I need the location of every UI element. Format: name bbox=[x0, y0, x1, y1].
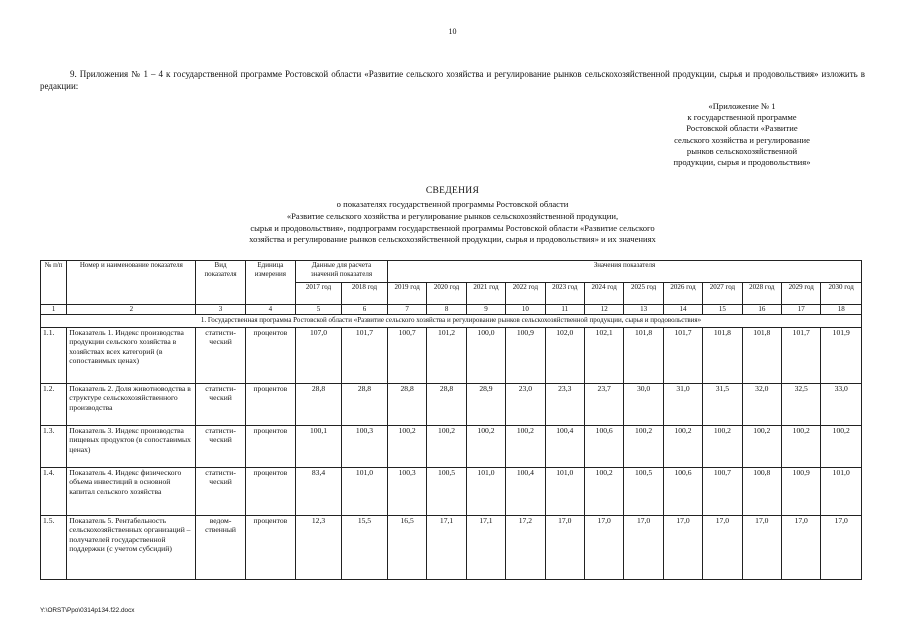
value-cell: 100,3 bbox=[387, 467, 426, 515]
table-row bbox=[41, 383, 862, 425]
year-header: 2021 год bbox=[466, 283, 505, 305]
subtitle-line: о показателях государственной программы Ростовской области bbox=[336, 199, 569, 209]
value-cell: 17,0 bbox=[663, 515, 702, 579]
indicator-name: Показатель 5. Рентабельность сельскохозяйственных организаций – получателей государственной поддержки (с учетом субсидий) bbox=[67, 515, 196, 579]
header-name: Номер и наименование показателя bbox=[67, 261, 196, 305]
value-cell: 101,9 bbox=[821, 327, 862, 383]
column-number: 14 bbox=[663, 305, 702, 315]
subtitle-line: «Развитие сельского хозяйства и регулирование рынков сельскохозяйственной продукции, bbox=[286, 210, 619, 221]
table-row bbox=[41, 425, 862, 467]
value-cell: 101,7 bbox=[782, 327, 821, 383]
value-cell: 28,8 bbox=[296, 383, 342, 425]
value-cell: 101,7 bbox=[341, 327, 387, 383]
appendix-line: Ростовской области «Развитие bbox=[686, 123, 798, 134]
indicators-table bbox=[40, 260, 862, 580]
value-cell: 101,2 bbox=[427, 327, 466, 383]
indicator-unit: процентов bbox=[245, 467, 295, 515]
value-cell: 101,0 bbox=[821, 467, 862, 515]
value-cell: 100,2 bbox=[742, 425, 781, 467]
indicator-name: Показатель 3. Индекс производства пищевых продуктов (в сопоставимых ценах) bbox=[67, 425, 196, 467]
column-number: 7 bbox=[387, 305, 426, 315]
value-cell: 17,0 bbox=[742, 515, 781, 579]
year-header: 2019 год bbox=[387, 283, 426, 305]
section-title: 1. Государственная программа Ростовской области «Развитие сельского хозяйства и регулирование рынков сельскохозяйственной продукции, сырья и продовольствия» bbox=[41, 315, 862, 327]
indicator-name: Показатель 1. Индекс производства продукции сельского хозяйства в хозяйствах всех категорий (в сопоставимых ценах) bbox=[67, 327, 196, 383]
value-cell: 102,0 bbox=[545, 327, 584, 383]
value-cell: 17,2 bbox=[506, 515, 545, 579]
appendix-line: продукции, сырья и продовольствия» bbox=[673, 157, 811, 168]
value-cell: 31,5 bbox=[703, 383, 742, 425]
year-header: 2018 год bbox=[341, 283, 387, 305]
value-cell: 101,0 bbox=[341, 467, 387, 515]
column-number: 10 bbox=[506, 305, 545, 315]
value-cell: 17,0 bbox=[584, 515, 623, 579]
value-cell: 17,0 bbox=[821, 515, 862, 579]
indicator-kind: статисти-ческий bbox=[196, 467, 245, 515]
value-cell: 83,4 bbox=[296, 467, 342, 515]
row-number: 1.5. bbox=[41, 515, 67, 579]
column-number: 18 bbox=[821, 305, 862, 315]
value-cell: 101,8 bbox=[703, 327, 742, 383]
subtitle-line: сырья и продовольствия», подпрограмм государственной программы Ростовской области «Развитие сельского bbox=[250, 222, 655, 233]
value-cell: 100,6 bbox=[584, 425, 623, 467]
row-number: 1.2. bbox=[41, 383, 67, 425]
appendix-line: «Приложение № 1 bbox=[708, 101, 776, 111]
value-cell: 16,5 bbox=[387, 515, 426, 579]
value-cell: 31,0 bbox=[663, 383, 702, 425]
page-number: 10 bbox=[448, 27, 457, 36]
value-cell: 23,3 bbox=[545, 383, 584, 425]
value-cell: 17,0 bbox=[703, 515, 742, 579]
column-number: 6 bbox=[341, 305, 387, 315]
table-row bbox=[41, 327, 862, 383]
year-header: 2022 год bbox=[506, 283, 545, 305]
value-cell: 17,0 bbox=[545, 515, 584, 579]
column-number: 12 bbox=[584, 305, 623, 315]
column-number: 9 bbox=[466, 305, 505, 315]
column-number: 2 bbox=[67, 305, 196, 315]
value-cell: 100,2 bbox=[466, 425, 505, 467]
value-cell: 100,4 bbox=[506, 467, 545, 515]
document-subtitle bbox=[140, 199, 765, 246]
column-number: 16 bbox=[742, 305, 781, 315]
row-number: 1.3. bbox=[41, 425, 67, 467]
row-number: 1.1. bbox=[41, 327, 67, 383]
column-number: 4 bbox=[245, 305, 295, 315]
table-row bbox=[41, 467, 862, 515]
value-cell: 100,2 bbox=[624, 425, 663, 467]
value-cell: 100,2 bbox=[387, 425, 426, 467]
header-kind: Вид показателя bbox=[196, 261, 245, 305]
value-cell: 100,2 bbox=[584, 467, 623, 515]
appendix-line: рынков сельскохозяйственной bbox=[686, 145, 798, 156]
value-cell: 100,1 bbox=[296, 425, 342, 467]
column-number: 17 bbox=[782, 305, 821, 315]
value-cell: 28,8 bbox=[341, 383, 387, 425]
value-cell: 100,2 bbox=[821, 425, 862, 467]
indicator-kind: ведом-ственный bbox=[196, 515, 245, 579]
value-cell: 101,0 bbox=[466, 467, 505, 515]
value-cell: 32,0 bbox=[742, 383, 781, 425]
column-number: 11 bbox=[545, 305, 584, 315]
value-cell: 100,5 bbox=[624, 467, 663, 515]
value-cell: 101,7 bbox=[663, 327, 702, 383]
value-cell: 28,8 bbox=[387, 383, 426, 425]
header-values: Значения показателя bbox=[387, 261, 861, 283]
value-cell: 15,5 bbox=[341, 515, 387, 579]
year-header: 2028 год bbox=[742, 283, 781, 305]
value-cell: 102,1 bbox=[584, 327, 623, 383]
appendix-caption bbox=[622, 101, 862, 168]
header-unit: Единица измерения bbox=[245, 261, 295, 305]
appendix-line: к государственной программе bbox=[687, 112, 797, 123]
indicator-kind: статисти-ческий bbox=[196, 425, 245, 467]
year-header: 2024 год bbox=[584, 283, 623, 305]
value-cell: 100,8 bbox=[742, 467, 781, 515]
indicator-kind: статисти-ческий bbox=[196, 383, 245, 425]
value-cell: 23,0 bbox=[506, 383, 545, 425]
value-cell: 101,0 bbox=[545, 467, 584, 515]
header-base: Данные для расчета значений показателя bbox=[296, 261, 388, 283]
column-number: 15 bbox=[703, 305, 742, 315]
year-header: 2023 год bbox=[545, 283, 584, 305]
value-cell: 28,9 bbox=[466, 383, 505, 425]
column-number: 1 bbox=[41, 305, 67, 315]
year-header: 2029 год bbox=[782, 283, 821, 305]
value-cell: 17,1 bbox=[427, 515, 466, 579]
table-row bbox=[41, 515, 862, 579]
indicator-name: Показатель 4. Индекс физического объема инвестиций в основной капитал сельского хозяйства bbox=[67, 467, 196, 515]
value-cell: 107,0 bbox=[296, 327, 342, 383]
value-cell: 33,0 bbox=[821, 383, 862, 425]
value-cell: 100,9 bbox=[782, 467, 821, 515]
value-cell: 100,7 bbox=[387, 327, 426, 383]
indicator-unit: процентов bbox=[245, 383, 295, 425]
year-header: 2017 год bbox=[296, 283, 342, 305]
value-cell: 100,0 bbox=[466, 327, 505, 383]
value-cell: 17,0 bbox=[624, 515, 663, 579]
value-cell: 17,1 bbox=[466, 515, 505, 579]
intro-paragraph: 9. Приложения № 1 – 4 к государственной программе Ростовской области «Развитие сельского хозяйства и регулирование рынков сельскохозяйственной продукции, сырья и продовольствия» изложить в редакции: bbox=[40, 69, 865, 91]
header-num: № п/п bbox=[41, 261, 67, 305]
indicator-kind: статисти-ческий bbox=[196, 327, 245, 383]
indicator-unit: процентов bbox=[245, 515, 295, 579]
year-header: 2030 год bbox=[821, 283, 862, 305]
document-title: СВЕДЕНИЯ bbox=[425, 186, 480, 196]
value-cell: 30,0 bbox=[624, 383, 663, 425]
value-cell: 100,2 bbox=[782, 425, 821, 467]
footer-path: Y:\ORST\Ppo\0314p134.f22.docx bbox=[40, 607, 135, 614]
value-cell: 28,8 bbox=[427, 383, 466, 425]
indicator-unit: процентов bbox=[245, 327, 295, 383]
value-cell: 100,2 bbox=[703, 425, 742, 467]
row-number: 1.4. bbox=[41, 467, 67, 515]
value-cell: 100,9 bbox=[506, 327, 545, 383]
value-cell: 32,5 bbox=[782, 383, 821, 425]
column-number: 8 bbox=[427, 305, 466, 315]
year-header: 2020 год bbox=[427, 283, 466, 305]
column-number: 5 bbox=[296, 305, 342, 315]
appendix-line: сельского хозяйства и регулирование bbox=[674, 134, 810, 145]
value-cell: 101,8 bbox=[624, 327, 663, 383]
indicator-unit: процентов bbox=[245, 425, 295, 467]
indicator-name: Показатель 2. Доля животноводства в структуре сельскохозяйственного производства bbox=[67, 383, 196, 425]
column-number: 13 bbox=[624, 305, 663, 315]
value-cell: 23,7 bbox=[584, 383, 623, 425]
value-cell: 100,5 bbox=[427, 467, 466, 515]
value-cell: 12,3 bbox=[296, 515, 342, 579]
value-cell: 101,8 bbox=[742, 327, 781, 383]
year-header: 2026 год bbox=[663, 283, 702, 305]
subtitle-line: хозяйства и регулирование рынков сельскохозяйственной продукции, сырья и продовольствия» и их значениях bbox=[249, 234, 656, 245]
value-cell: 100,2 bbox=[663, 425, 702, 467]
year-header: 2025 год bbox=[624, 283, 663, 305]
value-cell: 100,3 bbox=[341, 425, 387, 467]
value-cell: 100,4 bbox=[545, 425, 584, 467]
year-header: 2027 год bbox=[703, 283, 742, 305]
value-cell: 100,2 bbox=[506, 425, 545, 467]
value-cell: 100,6 bbox=[663, 467, 702, 515]
value-cell: 17,0 bbox=[782, 515, 821, 579]
column-number: 3 bbox=[196, 305, 245, 315]
value-cell: 100,2 bbox=[427, 425, 466, 467]
value-cell: 100,7 bbox=[703, 467, 742, 515]
